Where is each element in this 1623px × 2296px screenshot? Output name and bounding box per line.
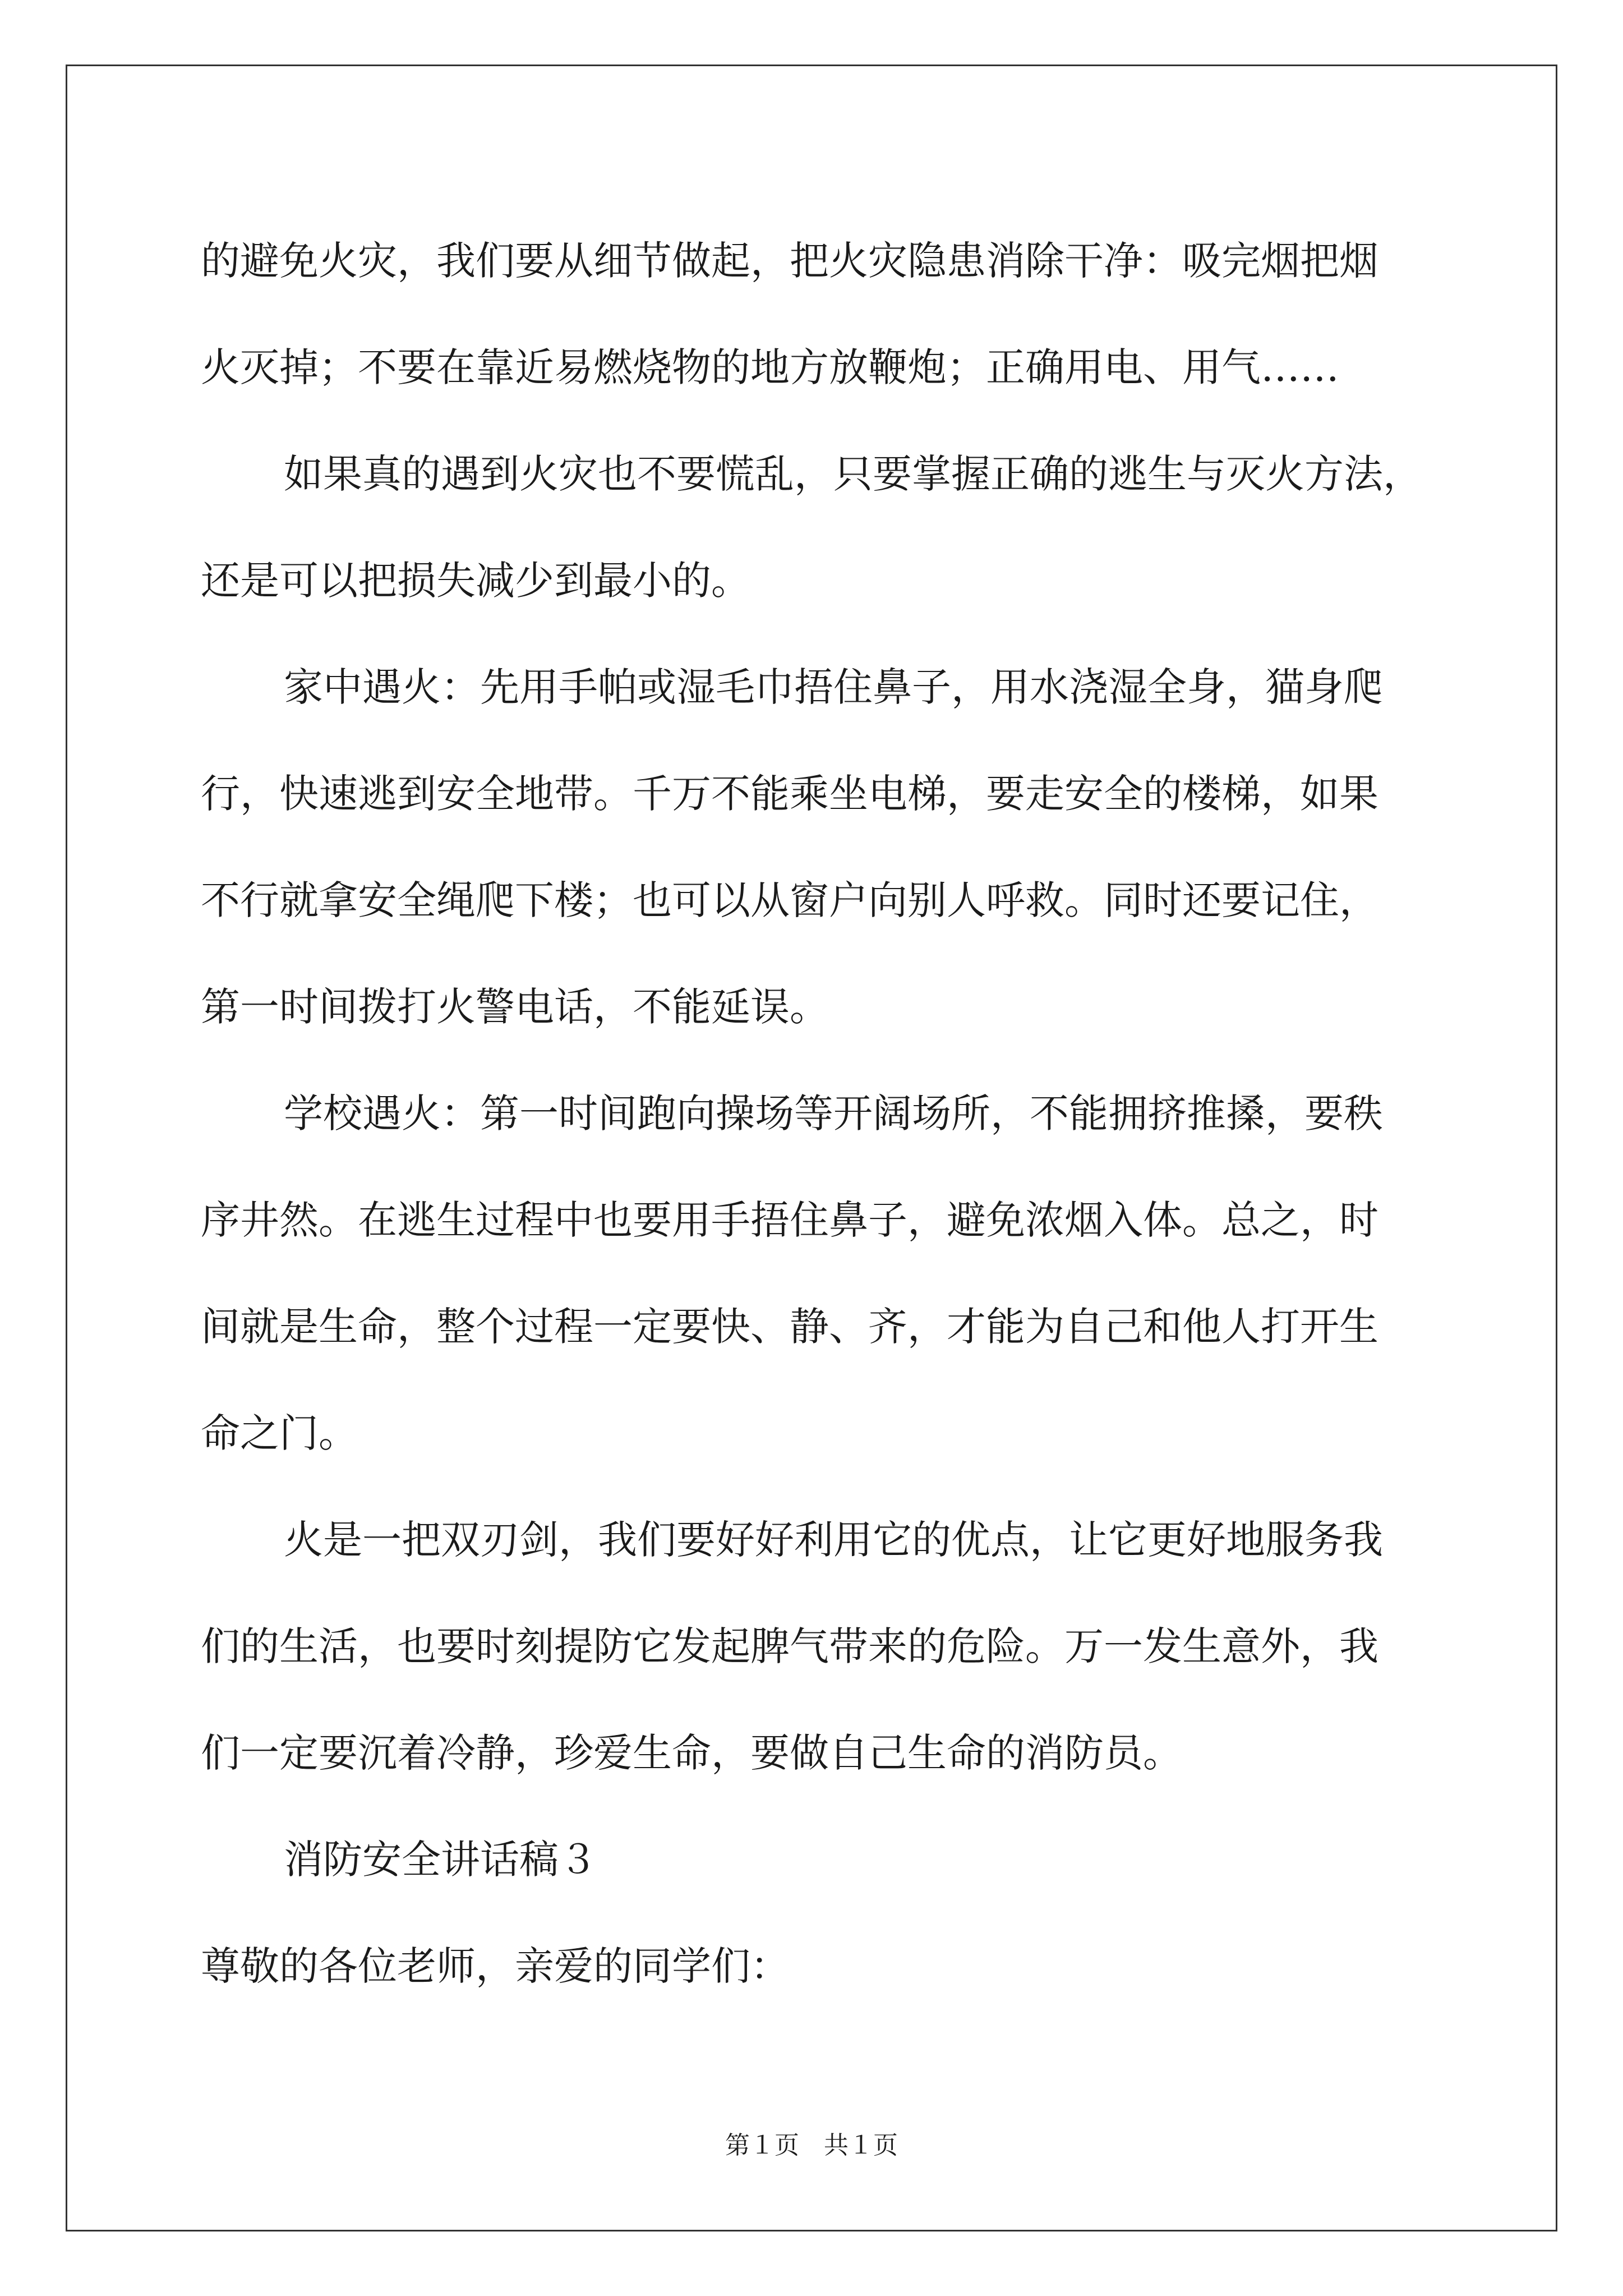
text-line: 火是一把双刃剑，我们要好好利用它的优点，让它更好地服务我 [284,1517,1383,1563]
salutation: 尊敬的各位老师，亲爱的同学们： [201,1943,790,1989]
document-body [201,208,1457,2019]
page-number-footer: 第１页 共１页 [725,2131,898,2160]
section-heading: 消防安全讲话稿３ [284,1837,598,1883]
text-line: 不行就拿安全绳爬下楼；也可以从窗户向别人呼救。同时还要记住， [201,877,1378,923]
text-line: 火灭掉；不要在靠近易燃烧物的地方放鞭炮；正确用电、用气…… [201,344,1339,390]
text-line: 如果真的遇到火灾也不要慌乱，只要掌握正确的逃生与灭火方法， [284,451,1422,497]
text-line: 们一定要沉着冷静，珍爱生命，要做自己生命的消防员。 [201,1730,1182,1776]
text-line: 的避免火灾，我们要从细节做起，把火灾隐患消除干净：吸完烟把烟 [201,238,1378,284]
text-line: 间就是生命，整个过程一定要快、静、齐，才能为自己和他人打开生 [201,1304,1378,1350]
text-line: 行，快速逃到安全地带。千万不能乘坐电梯，要走安全的楼梯，如果 [201,771,1378,817]
text-line: 第一时间拨打火警电话，不能延误。 [201,984,829,1030]
text-line: 们的生活，也要时刻提防它发起脾气带来的危险。万一发生意外，我 [201,1623,1378,1669]
text-line: 还是可以把损失减少到最小的。 [201,558,750,604]
text-line: 命之门。 [201,1410,358,1456]
text-line: 序井然。在逃生过程中也要用手捂住鼻子，避免浓烟入体。总之，时 [201,1197,1378,1243]
text-line: 学校遇火：第一时间跑向操场等开阔场所，不能拥挤推搡，要秩 [284,1091,1383,1137]
text-line: 家中遇火：先用手帕或湿毛巾捂住鼻子，用水浇湿全身，猫身爬 [284,664,1383,710]
